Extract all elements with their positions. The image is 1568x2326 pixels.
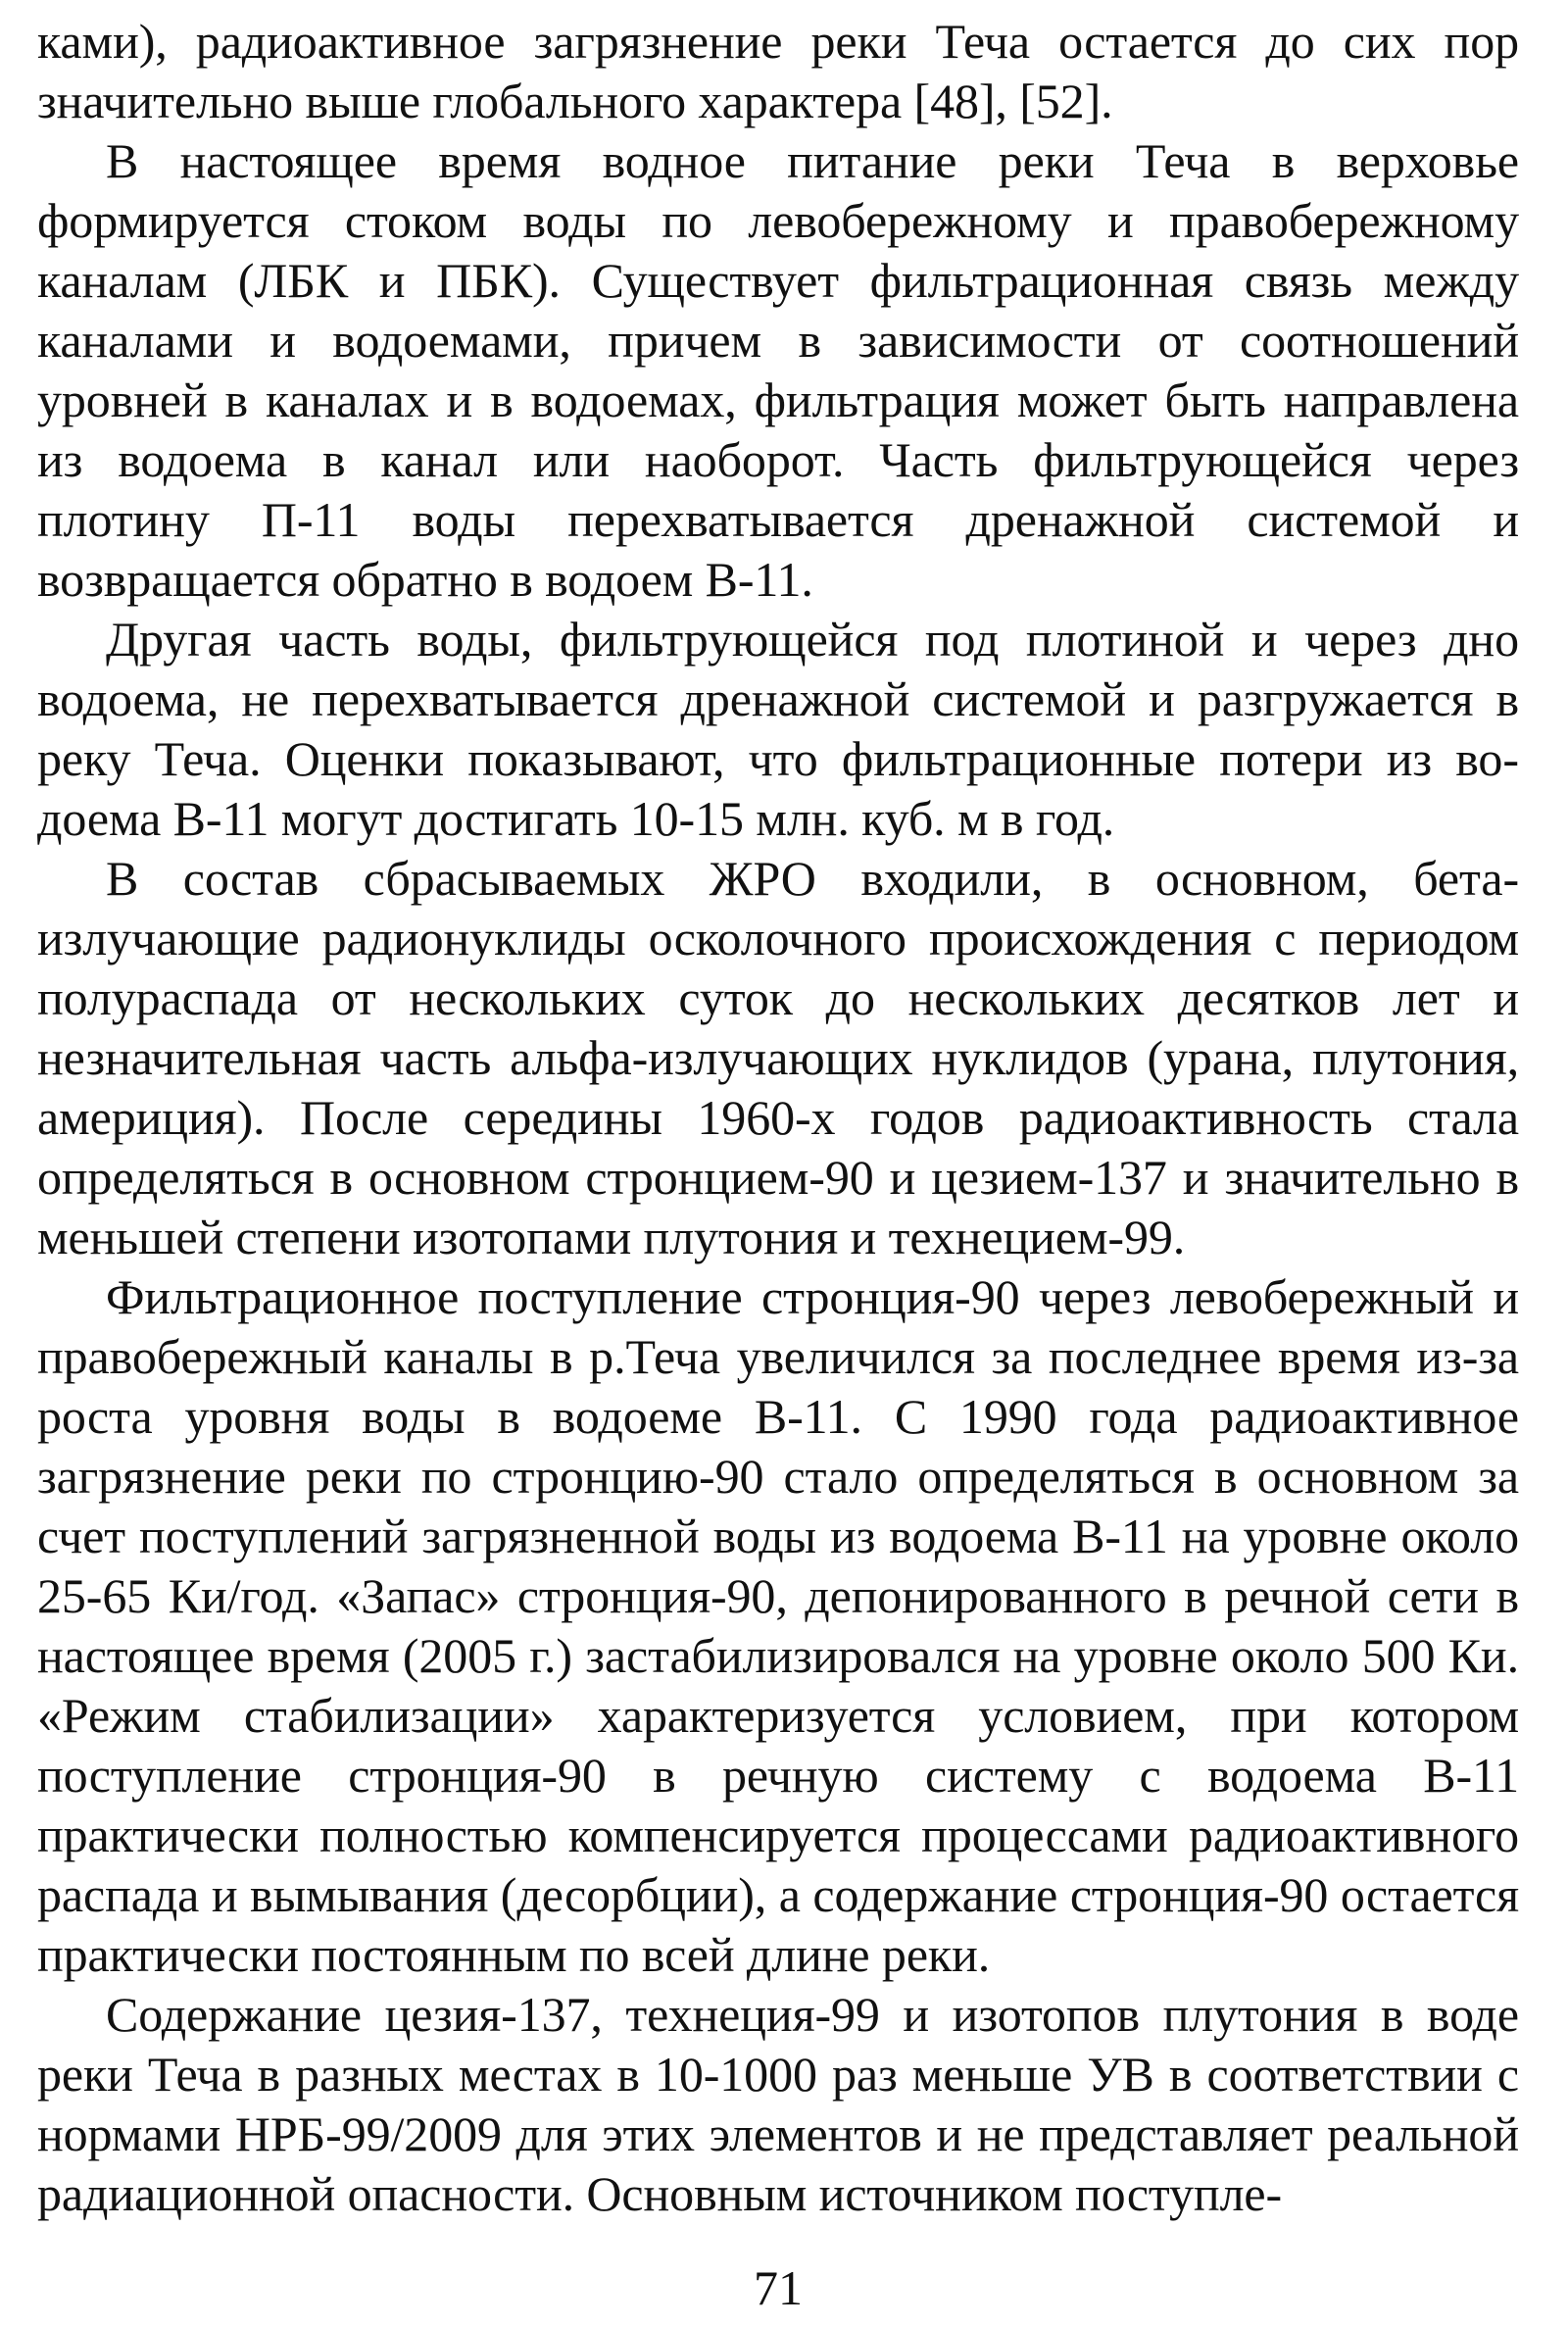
paragraph-cesium-content: Содержание цезия-137, технеция-99 и изотопов плутония в воде реки Теча в разных местах в 10-1000 раз меньше УВ в соответствии с нормами НРБ-99/2009 для этих элементов и не представляет реальной радиационной опасности. Основным источником поступле-: [37, 1987, 1519, 2221]
body-text: [37, 12, 1519, 2224]
paragraph-water-supply: В настоящее время водное питание реки Теча в верховье формируется стоком воды по левобережному и правобережному каналам (ЛБК и ПБК). Существует фильтрационная связь между каналами и водоемами, причем в зависимости от соотношений уровней в каналах и в водоемах, фильтрация может быть направлена из водоема в канал или наоборот. Часть фильтрующейся через плотину П-11 воды перехватывается дренажной системой и возвращается обратно в водоем В-11.: [37, 133, 1519, 607]
document-page: [37, 12, 1519, 2326]
paragraph-continuation: ками), радиоактивное загрязнение реки Теча остается до сих пор значительно выше глобального характера [48], [52].: [37, 14, 1519, 128]
paragraph-discharged-waste: В состав сбрасываемых ЖРО входили, в основном, бета-излучающие радионуклиды осколочного происхождения с периодом полураспада от нескольких суток до нескольких десятков лет и незначительная часть альфа-излучающих нуклидов (урана, плутония, америция). После середины 1960-х годов радиоактивность стала определяться в основном стронцием-90 и цезием-137 и значительно в меньшей степени изотопами плутония и технецием-99.: [37, 851, 1519, 1264]
page-number: 71: [754, 2260, 803, 2315]
paragraph-strontium-inflow: Фильтрационное поступление стронция-90 через левобережный и правобережный каналы в р.Теча увеличился за последнее время из-за роста уровня воды в водоеме В-11. С 1990 года радиоактивное загрязнение реки по стронцию-90 стало определяться в основном за счет поступлений загрязненной воды из водоема В-11 на уровне около 25-65 Ки/год. «Запас» стронция-90, депонированного в речной сети в настоящее время (2005 г.) застабилизировался на уровне около 500 Ки. «Режим стабилизации» характеризуется условием, при котором поступление стронция-90 в речную систему с водоема В-11 практически полностью компенсируется процессами радиоактивного распада и вымывания (десорбции), а содержание стронция-90 остается практически постоянным по всей длине реки.: [37, 1269, 1519, 1982]
paragraph-filtration-losses: Другая часть воды, фильтрующейся под плотиной и через дно водоема, не перехватывается дренажной системой и разгружается в реку Теча. Оценки показывают, что фильтрационные потери из водоема В-11 могут достигать 10-15 млн. куб. м в год.: [37, 612, 1519, 846]
